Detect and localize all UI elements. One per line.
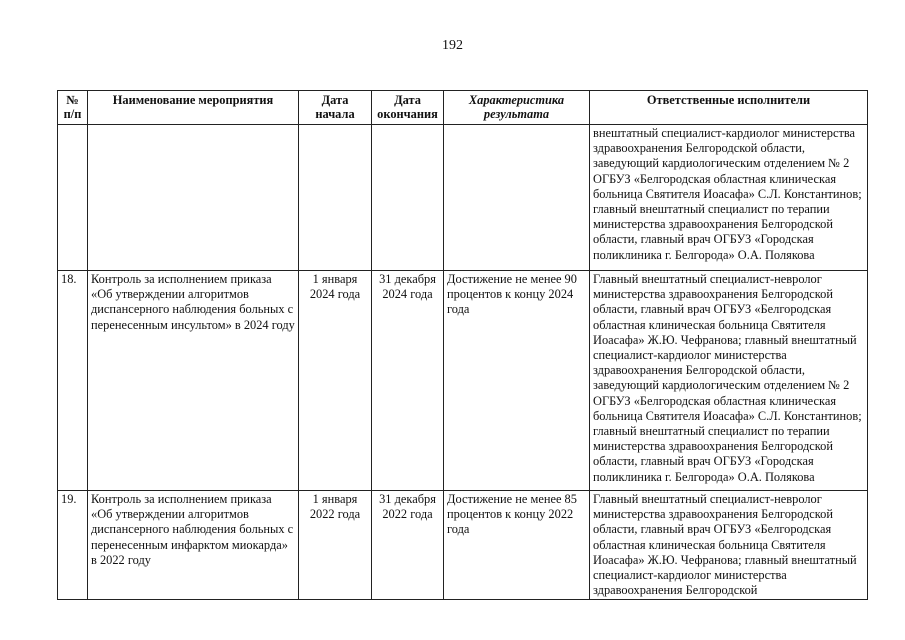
cell-number: 19. — [58, 491, 88, 600]
cell-end-date: 31 декабря 2022 года — [372, 491, 444, 600]
cell-end-date — [372, 125, 444, 271]
cell-result: Достижение не менее 85 процентов к концу 2022 года — [444, 491, 590, 600]
cell-start-date: 1 января 2022 года — [299, 491, 372, 600]
header-number: № п/п — [58, 91, 88, 125]
cell-measure-name: Контроль за исполнением приказа «Об утверждении алгоритмов диспансерного наблюдения больных с перенесенным инсультом» в 2024 году — [88, 271, 299, 491]
table-row — [58, 125, 868, 271]
cell-number — [58, 125, 88, 271]
cell-responsible: Главный внештатный специалист-невролог министерства здравоохранения Белгородской области, главный врач ОГБУЗ «Белгородская областная клиническая больница Святителя Иоасафа» Ж.Ю. Чефранова; главный внештатный специалист-кардиолог министерства здравоохранения Белгородской — [590, 491, 868, 600]
measures-table — [57, 90, 868, 600]
cell-measure-name — [88, 125, 299, 271]
cell-start-date: 1 января 2024 года — [299, 271, 372, 491]
cell-result — [444, 125, 590, 271]
cell-start-date — [299, 125, 372, 271]
cell-responsible: внештатный специалист-кардиолог министерства здравоохранения Белгородской области, заведующий кардиологическим отделением № 2 ОГБУЗ «Белгородская областная клиническая больница Святителя Иоасафа» С.Л. Константинов; главный внештатный специалист по терапии министерства здравоохранения Белгородской области, главный врач ОГБУЗ «Городская поликлиника г. Белгорода» О.А. Полякова — [590, 125, 868, 271]
cell-responsible: Главный внештатный специалист-невролог министерства здравоохранения Белгородской области, главный врач ОГБУЗ «Белгородская областная клиническая больница Святителя Иоасафа» Ж.Ю. Чефранова; главный внештатный специалист-кардиолог министерства здравоохранения Белгородской области, заведующий кардиологическим отделением № 2 ОГБУЗ «Белгородская областная клиническая больница Святителя Иоасафа» С.Л. Константинов; главный внештатный специалист по терапии министерства здравоохранения Белгородской области, главный врач ОГБУЗ «Городская поликлиника г. Белгорода» О.А. Полякова — [590, 271, 868, 491]
cell-measure-name: Контроль за исполнением приказа «Об утверждении алгоритмов диспансерного наблюдения больных с перенесенным инфарктом миокарда» в 2022 году — [88, 491, 299, 600]
header-responsible: Ответственные исполнители — [590, 91, 868, 125]
page-number: 192 — [442, 38, 463, 53]
header-end-date: Дата окончания — [372, 91, 444, 125]
header-result: Характеристика результата — [444, 91, 590, 125]
cell-end-date: 31 декабря 2024 года — [372, 271, 444, 491]
table-header-row — [58, 91, 868, 125]
header-start-date: Дата начала — [299, 91, 372, 125]
table-row — [58, 271, 868, 491]
table-row — [58, 491, 868, 600]
cell-number: 18. — [58, 271, 88, 491]
header-measure-name: Наименование мероприятия — [88, 91, 299, 125]
cell-result: Достижение не менее 90 процентов к концу 2024 года — [444, 271, 590, 491]
